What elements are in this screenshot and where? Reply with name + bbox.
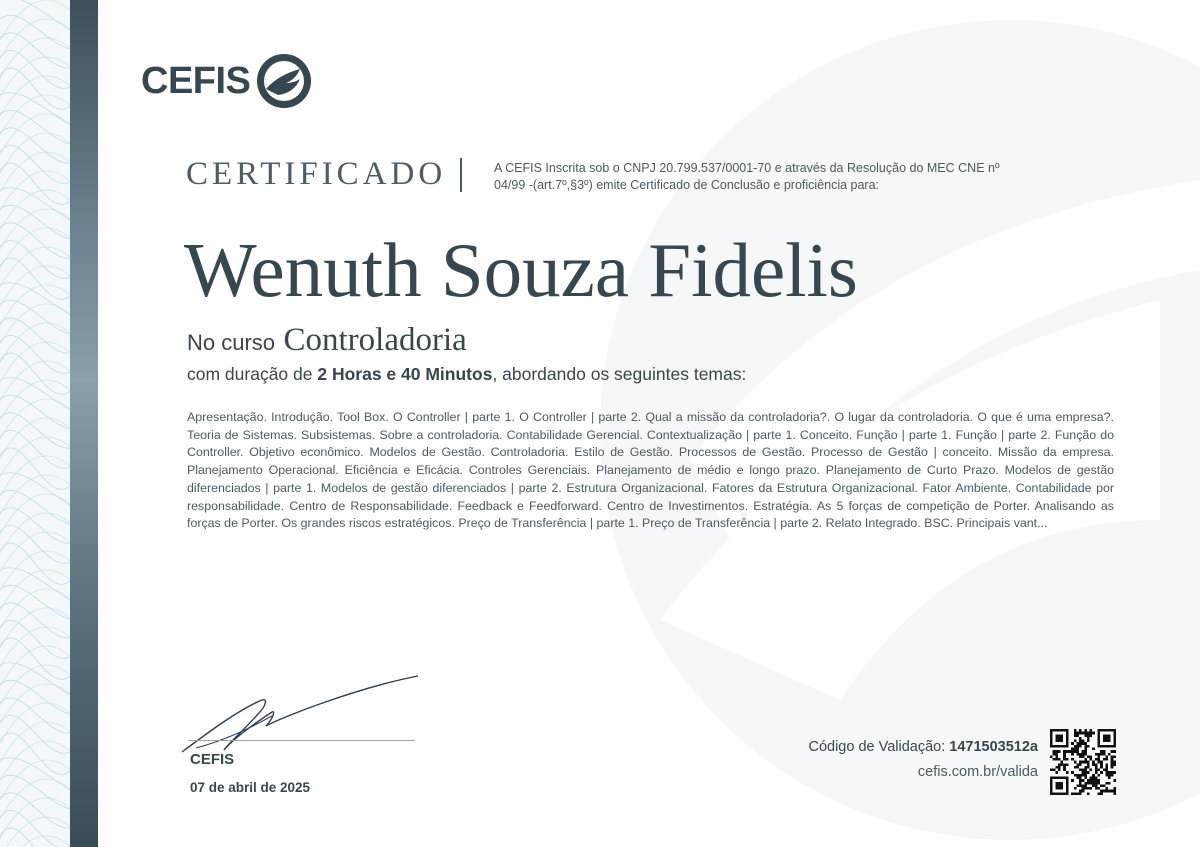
certificate-intro: A CEFIS Inscrita sob o CNPJ 20.799.537/0001-70 e através da Resolução do MEC CNE nº 04/99 -(art.7º,§3º) emite Certificado de Conclusão e proficiência para: xyxy=(494,161,1000,192)
decorative-side-bar xyxy=(70,0,98,847)
validation-block xyxy=(808,739,1038,780)
validation-label: Código de Validação: xyxy=(808,739,946,755)
validation-code: 1471503512a xyxy=(949,739,1038,755)
course-prefix: No curso xyxy=(187,330,276,355)
logo-emblem-icon xyxy=(256,53,312,109)
issue-date: 07 de abril de 2025 xyxy=(190,780,311,795)
signer-name: CEFIS xyxy=(190,751,235,768)
course-topics: Apresentação. Introdução. Tool Box. O Controller | parte 1. O Controller | parte 2. Qual a missão da controladoria?. O lugar da controladoria. O que é uma empresa?. Teoria de Sistemas. Subsistemas. Sobre a controladoria. Contabilidade Gerencial. Contextualização | parte 1. Conceito. Função | parte 1. Função | parte 2. Função do Controller. Objetivo econômico. Modelos de Gestão. Controladoria. Estilo de Gestão. Processos de Gestão. Processo de Gestão | conceito. Missão da empresa. Planejamento Operacional. Eficiência e Eficácia. Controles Gerenciais. Planejamento de médio e longo prazo. Planejamento de Curto Prazo. Modelos de gestão diferenciados | parte 1. Modelos de gestão diferenciados | parte 2. Estrutura Organizacional. Fatores da Estrutura Organizacional. Fator Ambiente. Contabilidade por responsabilidade. Centro de Responsabilidade. Feedback e Feedforward. Centro de Investimentos. Estratégia. As 5 forças de competição de Porter. Analisando as forças de Porter. Os grandes riscos estratégicos. Preço de Transferência | parte 1. Preço de Transferência | parte 2. Relato Integrado. BSC. Principais vant... xyxy=(187,410,1114,531)
duration-prefix: com duração de xyxy=(187,364,313,384)
duration-line xyxy=(187,364,746,385)
cefis-logo xyxy=(141,52,312,110)
logo-text: CEFIS xyxy=(141,59,251,102)
recipient-name: Wenuth Souza Fidelis xyxy=(184,227,858,313)
qr-code xyxy=(1050,729,1116,795)
signature-line xyxy=(188,740,415,741)
certificate-title: CERTIFICADO xyxy=(186,156,447,192)
title-divider xyxy=(460,158,462,192)
decorative-line-pattern xyxy=(0,0,70,847)
course-name: Controladoria xyxy=(283,322,467,358)
course-line xyxy=(187,322,467,359)
duration-value: 2 Horas e 40 Minutos xyxy=(317,364,493,384)
duration-suffix: , abordando os seguintes temas: xyxy=(492,364,747,384)
validation-url[interactable]: cefis.com.br/valida xyxy=(917,764,1038,780)
